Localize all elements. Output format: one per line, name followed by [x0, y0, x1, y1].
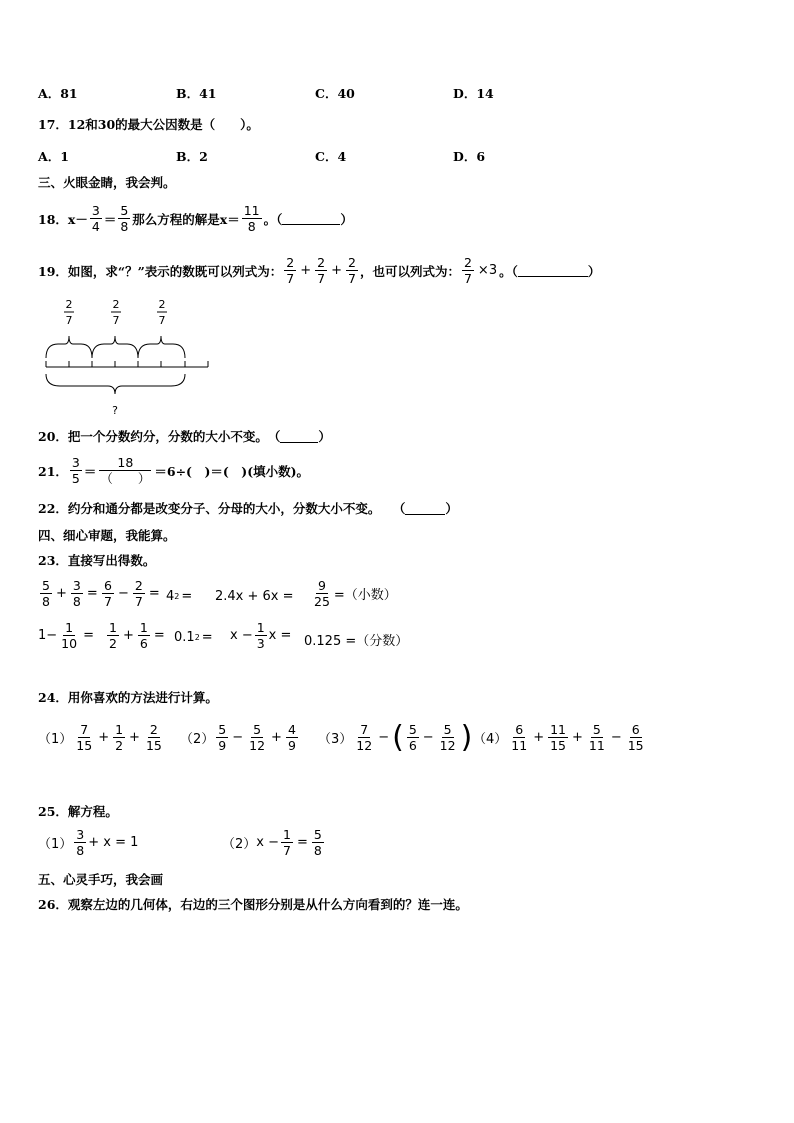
denominator: 9 — [287, 738, 296, 753]
numerator: 2 — [317, 255, 326, 270]
question-mark-label: ? — [112, 404, 118, 417]
denominator-blank[interactable]: （ ） — [100, 471, 151, 486]
q18-fraction-1 — [90, 203, 102, 234]
q17-text: 17．12和30的最大公因数是（ ）。 — [38, 117, 259, 132]
numerator: 3 — [72, 578, 81, 593]
q19-fraction — [284, 255, 296, 286]
numerator: 2 — [149, 722, 158, 737]
q23-r1-item-b — [100, 578, 162, 609]
brace-label-denominator: 7 — [158, 314, 166, 327]
prefix: x − — [256, 835, 279, 850]
base: 4 — [166, 589, 175, 604]
q23-title: 23．直接写出得数。 — [38, 553, 156, 568]
numerator: 1 — [283, 827, 291, 842]
denominator: 8 — [42, 594, 50, 609]
q21-prefix: 21． — [38, 463, 68, 479]
q16-option-b: B．41 — [176, 86, 217, 101]
exponent: 2 — [174, 592, 180, 601]
q18 — [38, 203, 353, 234]
equals-sign: = — [83, 628, 94, 643]
plus-sign: + — [331, 263, 342, 278]
denominator: 12 — [439, 738, 456, 753]
denominator: 7 — [348, 271, 356, 286]
denominator: 4 — [91, 219, 100, 234]
denominator: 25 — [314, 594, 330, 609]
plus-sign: + — [122, 628, 134, 643]
denominator: 9 — [218, 738, 227, 753]
numerator: 5 — [218, 722, 227, 737]
numerator: 9 — [317, 578, 326, 593]
plus-sign: + — [55, 586, 67, 601]
q19-close-paren: ） — [587, 263, 601, 279]
denominator: 8 — [76, 843, 85, 858]
denominator: 5 — [71, 471, 80, 486]
denominator: 15 — [550, 738, 566, 753]
section-5-heading: 五、心灵手巧，我会画 — [38, 872, 164, 887]
denominator: 10 — [61, 636, 78, 651]
denominator: 7 — [104, 594, 112, 609]
denominator: 8 — [72, 594, 81, 609]
problem-label: （2） — [222, 837, 257, 852]
section-4-heading: 四、细心审题，我能算。 — [38, 528, 176, 543]
q23-r2-item-c — [174, 630, 215, 645]
left-paren: ( — [392, 719, 404, 755]
numerator: 2 — [134, 578, 143, 593]
prefix: 1− — [38, 628, 58, 643]
numerator: 5 — [408, 722, 417, 737]
q18-open-paren: 。（ — [263, 211, 283, 227]
suffix: x = — [268, 628, 292, 643]
q20-close-paren: ） — [318, 429, 331, 444]
numerator: 2 — [348, 255, 356, 270]
brace-label-denominator: 7 — [65, 314, 73, 327]
denominator: 15 — [76, 738, 93, 753]
numerator: 3 — [91, 203, 100, 218]
q19-brace-figure — [38, 296, 218, 420]
denominator: 11 — [511, 738, 528, 753]
q23-r1-item-c — [166, 589, 194, 604]
q25-title: 25．解方程。 — [38, 804, 118, 819]
denominator: 11 — [588, 738, 605, 753]
operator: + — [572, 730, 583, 745]
q16-option-d: D．14 — [453, 86, 494, 101]
plus-sign: + — [300, 263, 312, 278]
q24-title: 24．用你喜欢的方法进行计算。 — [38, 690, 218, 705]
decimal-note: =（小数） — [333, 588, 397, 603]
q18-fraction-2 — [118, 203, 130, 234]
q21-rest: ＝6÷( )＝( )(填小数)。 — [154, 463, 310, 479]
numerator: 5 — [313, 827, 322, 842]
numerator: 6 — [104, 578, 112, 593]
q19-fraction — [462, 255, 474, 286]
brace-label-numerator: 2 — [112, 298, 120, 311]
operator: − — [610, 730, 622, 745]
section-3-heading: 三、火眼金睛，我会判。 — [38, 175, 176, 190]
denominator: 6 — [139, 636, 148, 651]
numerator: 1 — [109, 620, 117, 635]
q16-option-c: C．40 — [315, 86, 355, 101]
q23-r1-item-e — [310, 578, 397, 609]
q18-close-paren: ） — [340, 211, 353, 227]
numerator: 6 — [515, 722, 524, 737]
q17-option-d: D．6 — [453, 149, 486, 164]
equals-sign: = — [181, 589, 193, 604]
q19-open-paren: 。（ — [499, 263, 518, 279]
numerator: 5 — [42, 578, 50, 593]
q24-problem-1 — [38, 722, 166, 753]
q23-r1-item-d: 2.4x + 6x = — [215, 589, 294, 604]
q26-text: 26．观察左边的几何体，右边的三个图形分别是从什么方向看到的？连一连。 — [38, 897, 468, 912]
problem-label: （4） — [473, 732, 508, 747]
q17-option-a: A．1 — [38, 149, 69, 164]
equals-sign: ＝ — [103, 211, 117, 227]
denominator: 12 — [249, 738, 266, 753]
numerator: 4 — [287, 722, 296, 737]
operator: + — [533, 730, 545, 745]
numerator: 5 — [592, 722, 601, 737]
denominator: 7 — [463, 271, 472, 286]
denominator: 7 — [134, 594, 143, 609]
q17-option-c: C．4 — [315, 149, 347, 164]
numerator: 1 — [65, 620, 74, 635]
q24-problem-4 — [473, 722, 648, 753]
denominator: 6 — [408, 738, 417, 753]
equation-rest: + x = 1 — [88, 835, 139, 850]
denominator: 15 — [145, 738, 162, 753]
equals-sign: = — [148, 586, 160, 601]
numerator: 1 — [139, 620, 148, 635]
brace-label-numerator: 2 — [158, 298, 166, 311]
numerator: 3 — [76, 827, 85, 842]
q19-fraction — [315, 255, 327, 286]
q23-r2-item-e: 0.125 =（分数） — [304, 634, 409, 649]
exponent: 2 — [194, 633, 200, 642]
equals-sign: = — [86, 586, 98, 601]
operator: − — [422, 730, 434, 745]
q17-option-b: B．2 — [176, 149, 208, 164]
times-three: ×3 — [477, 263, 498, 278]
numerator: 11 — [243, 203, 260, 218]
q18-prefix: 18．x－ — [38, 211, 88, 227]
q21-fraction — [70, 455, 82, 486]
q22-close-paren: ） — [445, 501, 458, 516]
q18-answer-blank[interactable] — [282, 212, 340, 225]
numerator: 5 — [120, 203, 129, 218]
q18-middle-text: 那么方程的解是x＝ — [132, 211, 240, 227]
numerator: 5 — [253, 722, 262, 737]
operator: − — [232, 730, 244, 745]
equals-sign: = — [201, 630, 213, 645]
denominator: 3 — [256, 636, 265, 651]
q20-answer-blank[interactable] — [280, 430, 318, 443]
equals-sign: = — [153, 628, 165, 643]
problem-label: （1） — [38, 732, 73, 747]
q24-problem-3 — [318, 719, 473, 755]
prefix: x − — [230, 628, 253, 643]
denominator: 2 — [115, 738, 124, 753]
operator: − — [378, 730, 390, 745]
q23-r1-item-a — [38, 578, 100, 609]
equals-sign: ＝ — [83, 463, 97, 479]
problem-label: （3） — [318, 732, 353, 747]
operator: + — [271, 730, 282, 745]
q21-fraction-blank — [98, 455, 152, 486]
denominator: 7 — [317, 271, 326, 286]
q18-fraction-3 — [242, 203, 262, 234]
problem-label: （1） — [38, 837, 73, 852]
q24-problem-2 — [180, 722, 300, 753]
denominator: 12 — [356, 738, 373, 753]
brace-label-denominator: 7 — [112, 314, 120, 327]
numerator: 1 — [115, 722, 124, 737]
base: 0.1 — [174, 630, 195, 645]
q20-text: 20．把一个分数约分，分数的大小不变。 （ — [38, 429, 281, 444]
q19-prefix: 19．如图，求“？”表示的数既可以列式为： — [38, 263, 283, 279]
denominator: 8 — [247, 219, 256, 234]
numerator: 11 — [550, 722, 566, 737]
numerator: 7 — [360, 722, 369, 737]
q23-r2-item-b — [105, 620, 167, 651]
q22 — [38, 499, 458, 517]
denominator: 2 — [109, 636, 117, 651]
denominator: 7 — [286, 271, 295, 286]
minus-sign: − — [117, 586, 129, 601]
equals-sign: = — [296, 835, 308, 850]
denominator: 8 — [313, 843, 322, 858]
numerator: 6 — [631, 722, 640, 737]
denominator: 15 — [627, 738, 644, 753]
numerator: 2 — [463, 255, 472, 270]
numerator: 3 — [71, 455, 80, 470]
q23-r2-item-d — [230, 620, 291, 651]
q21 — [38, 455, 309, 486]
brace-label-numerator: 2 — [65, 298, 73, 311]
q19-middle-text: ，也可以列式为： — [359, 263, 460, 279]
q19 — [38, 255, 600, 286]
numerator: 5 — [443, 722, 452, 737]
q22-text: 22．约分和通分都是改变分子、分母的大小，分数大小不变。 （ — [38, 501, 406, 516]
denominator: 8 — [120, 219, 129, 234]
operator: + — [129, 730, 140, 745]
q22-answer-blank[interactable] — [405, 502, 445, 515]
q19-answer-blank[interactable] — [518, 264, 588, 277]
problem-label: （2） — [180, 732, 215, 747]
q25-problem-2 — [222, 827, 326, 858]
q23-r2-item-a — [38, 620, 96, 651]
numerator: 18 — [99, 455, 151, 471]
q20 — [38, 427, 331, 445]
q16-option-a: A．81 — [38, 86, 78, 101]
numerator: 7 — [80, 722, 89, 737]
numerator: 2 — [286, 255, 295, 270]
numerator: 1 — [256, 620, 265, 635]
operator: + — [98, 730, 110, 745]
right-paren: ) — [460, 719, 473, 755]
q25-problem-1 — [38, 827, 138, 858]
denominator: 7 — [283, 843, 291, 858]
q19-fraction — [346, 255, 358, 286]
